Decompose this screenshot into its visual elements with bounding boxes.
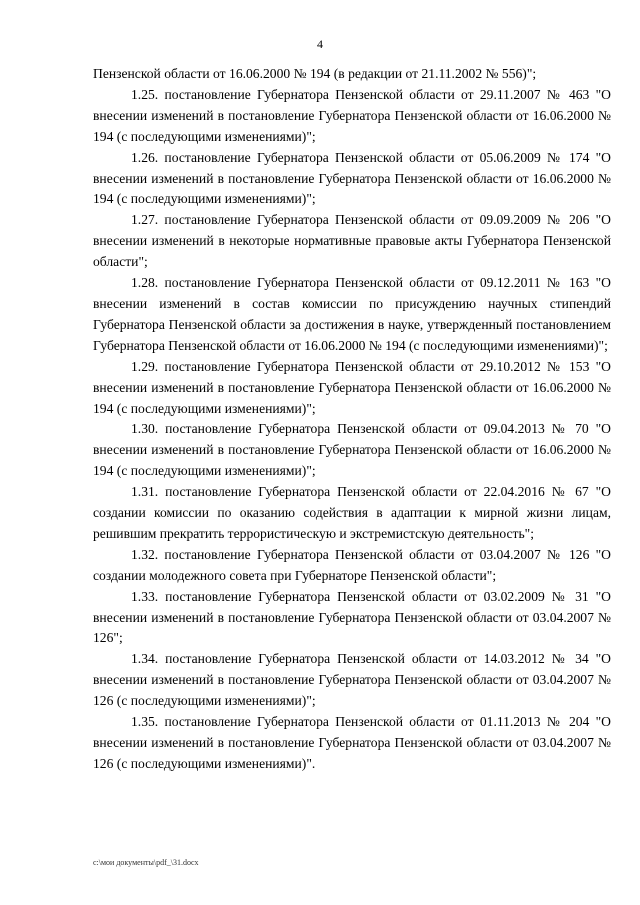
paragraph-item-1-30: 1.30. постановление Губернатора Пензенской области от 09.04.2013 № 70 "О внесении изменений в постановление Губернатора Пензенской области от 16.06.2000 № 194 (с последующими изменениями)"; bbox=[93, 421, 611, 479]
paragraph-item-1-26: 1.26. постановление Губернатора Пензенской области от 05.06.2009 № 174 "О внесении изменений в постановление Губернатора Пензенской области от 16.06.2000 № 194 (с последующими изменениями)"; bbox=[93, 149, 611, 207]
paragraph-item-1-28: 1.28. постановление Губернатора Пензенской области от 09.12.2011 № 163 "О внесении изменений в состав комиссии по присуждению научных стипендий Губернатора Пензенской области за достижения в науке, утвержденный постановлением Губернатора Пензенской области от 16.06.2000 № 194 (с последующими изменениями)"; bbox=[93, 275, 611, 353]
paragraph-item-1-34: 1.34. постановление Губернатора Пензенской области от 14.03.2012 № 34 "О внесении изменений в постановление Губернатора Пензенской области от 03.04.2007 № 126 (с последующими изменениями)"; bbox=[93, 651, 611, 709]
page-number: 4 bbox=[317, 37, 323, 51]
footer-file-path: c:\мои документы\pdf_\31.docx bbox=[93, 858, 199, 867]
paragraph-continuation: Пензенской области от 16.06.2000 № 194 (в редакции от 21.11.2002 № 556)"; bbox=[93, 66, 537, 81]
paragraph-item-1-25: 1.25. постановление Губернатора Пензенской области от 29.11.2007 № 463 "О внесении изменений в постановление Губернатора Пензенской области от 16.06.2000 № 194 (с последующими изменениями)"; bbox=[93, 86, 611, 144]
paragraph-item-1-32: 1.32. постановление Губернатора Пензенской области от 03.04.2007 № 126 "О создании молодежного совета при Губернаторе Пензенской области"; bbox=[93, 546, 611, 583]
paragraph-item-1-33: 1.33. постановление Губернатора Пензенской области от 03.02.2009 № 31 "О внесении изменений в постановление Губернатора Пензенской области от 03.04.2007 № 126"; bbox=[93, 588, 611, 646]
document-body bbox=[93, 64, 611, 775]
paragraph-item-1-27: 1.27. постановление Губернатора Пензенской области от 09.09.2009 № 206 "О внесении изменений в некоторые нормативные правовые акты Губернатора Пензенской области"; bbox=[93, 212, 611, 270]
paragraph-item-1-31: 1.31. постановление Губернатора Пензенской области от 22.04.2016 № 67 "О создании комиссии по оказанию содействия в адаптации к мирной жизни лицам, решившим прекратить террористическую и экстремистскую деятельность"; bbox=[93, 484, 611, 541]
paragraph-item-1-29: 1.29. постановление Губернатора Пензенской области от 29.10.2012 № 153 "О внесении изменений в постановление Губернатора Пензенской области от 16.06.2000 № 194 (с последующими изменениями)"; bbox=[93, 358, 611, 416]
paragraph-item-1-35: 1.35. постановление Губернатора Пензенской области от 01.11.2013 № 204 "О внесении изменений в постановление Губернатора Пензенской области от 03.04.2007 № 126 (с последующими изменениями)". bbox=[93, 714, 611, 771]
